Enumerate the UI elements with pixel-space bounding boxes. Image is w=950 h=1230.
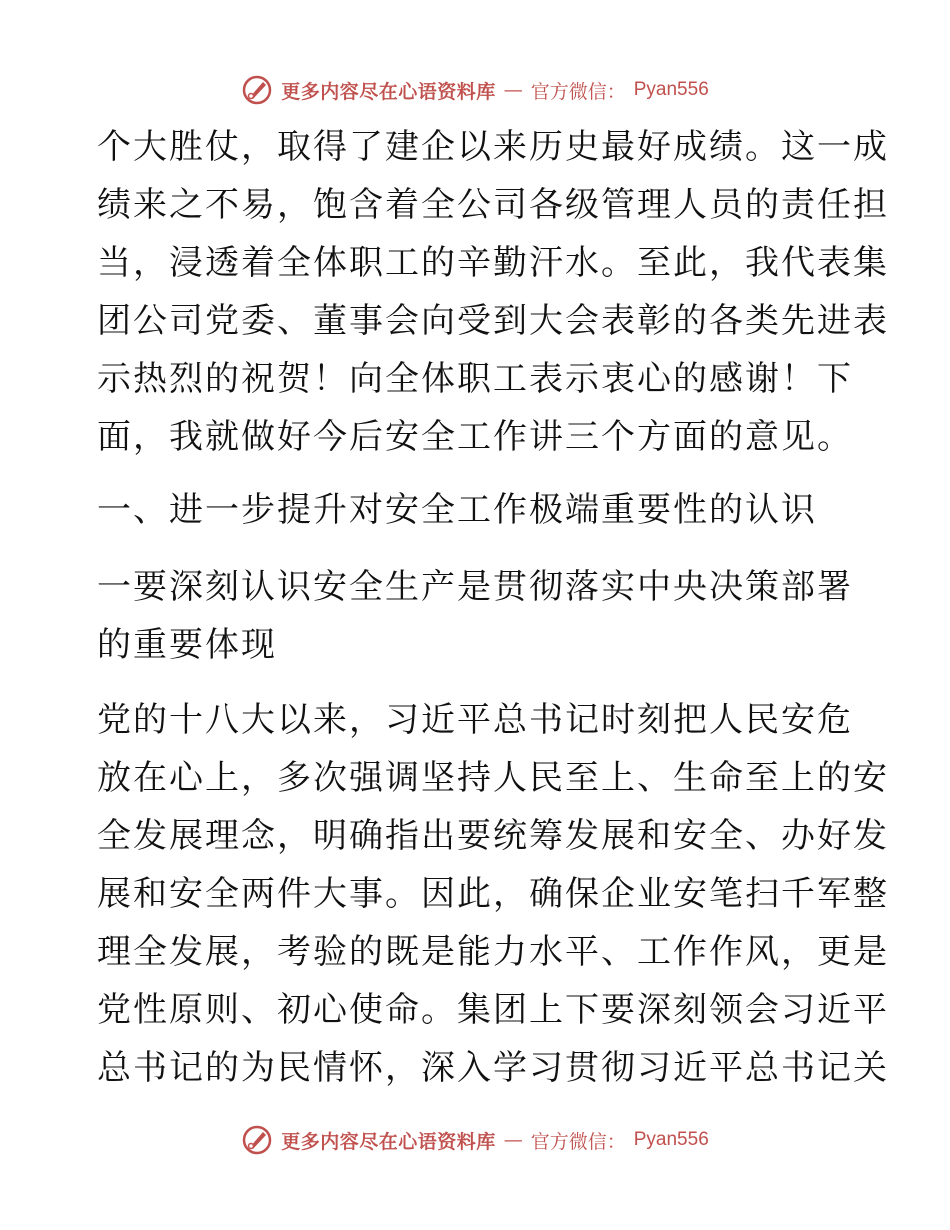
watermark-wechat-id: Pyan556 [633, 79, 709, 100]
watermark-site-name: 更多内容尽在心语资料库 [281, 1130, 496, 1153]
text-line: 面，我就做好今后安全工作讲三个方面的意见。 [97, 417, 853, 457]
text-line: 总书记的为民情怀，深入学习贯彻习近平总书记关 [97, 1048, 889, 1088]
quill-seal-icon [241, 74, 273, 106]
text-line: 理全发展，考验的既是能力水平、工作作风，更是 [97, 932, 889, 972]
text-line: 党的十八大以来，习近平总书记时刻把人民安危 [97, 700, 853, 740]
text-line: 团公司党委、董事会向受到大会表彰的各类先进表 [97, 301, 889, 341]
text-line: 示热烈的祝贺！向全体职工表示衷心的感谢！下 [97, 359, 853, 399]
subsection-heading: 一要深刻认识安全生产是贯彻落实中央决策部署 [97, 567, 853, 607]
header-watermark [0, 70, 950, 110]
watermark-wechat-id: Pyan556 [633, 1129, 709, 1150]
text-line: 个大胜仗，取得了建企以来历史最好成绩。这一成 [97, 127, 889, 167]
watermark-dash: — [503, 79, 523, 101]
watermark-wechat-label: 官方微信： [530, 1130, 626, 1153]
text-line: 当，浸透着全体职工的辛勤汗水。至此，我代表集 [97, 243, 889, 283]
text-line: 党性原则、初心使命。集团上下要深刻领会习近平 [97, 990, 889, 1030]
subsection-heading: 的重要体现 [97, 625, 277, 665]
text-line: 绩来之不易，饱含着全公司各级管理人员的责任担 [97, 185, 889, 225]
text-line: 展和安全两件大事。因此，确保企业安笔扫千军整 [97, 874, 889, 914]
watermark-dash: — [503, 1129, 523, 1151]
watermark-wechat-label: 官方微信： [530, 80, 626, 103]
text-line: 放在心上，多次强调坚持人民至上、生命至上的安 [97, 758, 889, 798]
section-heading: 一、进一步提升对安全工作极端重要性的认识 [97, 490, 817, 530]
text-line: 全发展理念，明确指出要统筹发展和安全、办好发 [97, 816, 889, 856]
quill-seal-icon [241, 1124, 273, 1156]
footer-watermark [0, 1120, 950, 1160]
watermark-site-name: 更多内容尽在心语资料库 [281, 80, 496, 103]
